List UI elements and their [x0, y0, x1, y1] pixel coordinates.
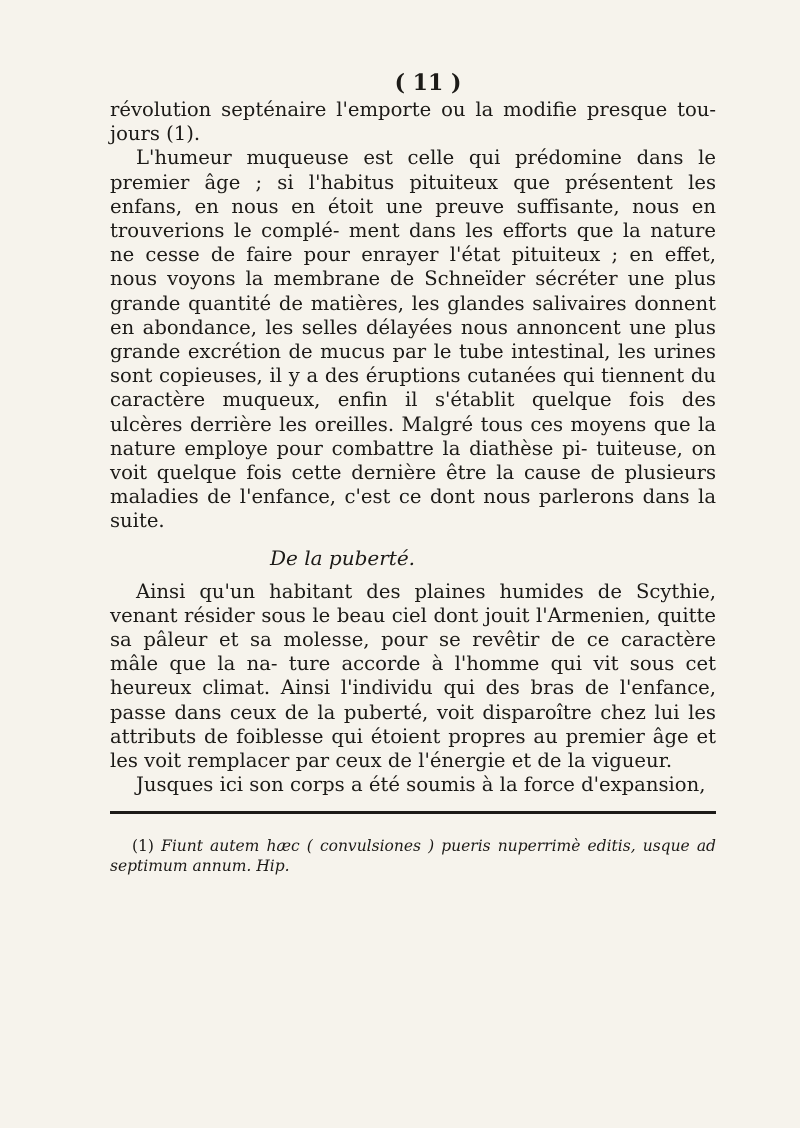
footnote-divider: [110, 811, 716, 814]
footnote: [110, 836, 716, 876]
footnote-text: Fiunt autem hæc ( convulsiones ) pueris nuperrimè editis, usque ad septimum annum. Hip.: [110, 837, 716, 876]
body-text: [110, 98, 716, 797]
paragraph-scythia-comparison: Ainsi qu'un habitant des plaines humides de Scythie, venant résider sous le beau ciel dont jouit l'Armenien, quitte sa pâleur et sa molesse, pour se revêtir de ce caractère mâle que la na- ture accorde à l'homme qui vit sous cet heureux climat. Ainsi l'individu qui des bras de l'enfance, passe dans ceux de la puberté, voit disparoître chez lui les attributs de foiblesse qui étoient propres au premier âge et les voit remplacer par ceux de l'énergie et de la vigueur.: [110, 579, 716, 773]
section-title-puberty: De la puberté.: [270, 545, 416, 570]
paragraph-mucous-humour: L'humeur muqueuse est celle qui prédomine dans le premier âge ; si l'habitus pituiteux que présentent les enfans, en nous en étoit une preuve suffisante, nous en trouverions le complé- ment dans les efforts que la nature ne cesse de faire pour enrayer l'état pituiteux ; en effet, nous voyons la membrane de Schneïder sécréter une plus grande quantité de matières, les glandes salivaires donnent en abondance, les selles délayées nous annoncent une plus grande excrétion de mucus par le tube intestinal, les urines sont copieuses, il y a des éruptions cutanées qui tiennent du caractère muqueux, enfin il s'établit quelque fois des ulcères derrière les oreilles. Malgré tous ces moyens que la nature employe pour combattre la diathèse pi- tuiteuse, on voit quelque fois cette dernière être la cause de plusieurs maladies de l'enfance, c'est ce dont nous parlerons dans la suite.: [110, 146, 716, 533]
paragraph-continuation: révolution septénaire l'emporte ou la modifie presque tou- jours (1).: [110, 98, 716, 146]
page-number: ( 11 ): [394, 70, 462, 96]
paragraph-expansion-force: Jusques ici son corps a été soumis à la force d'expansion,: [136, 773, 706, 797]
footnote-marker: (1): [132, 837, 154, 856]
